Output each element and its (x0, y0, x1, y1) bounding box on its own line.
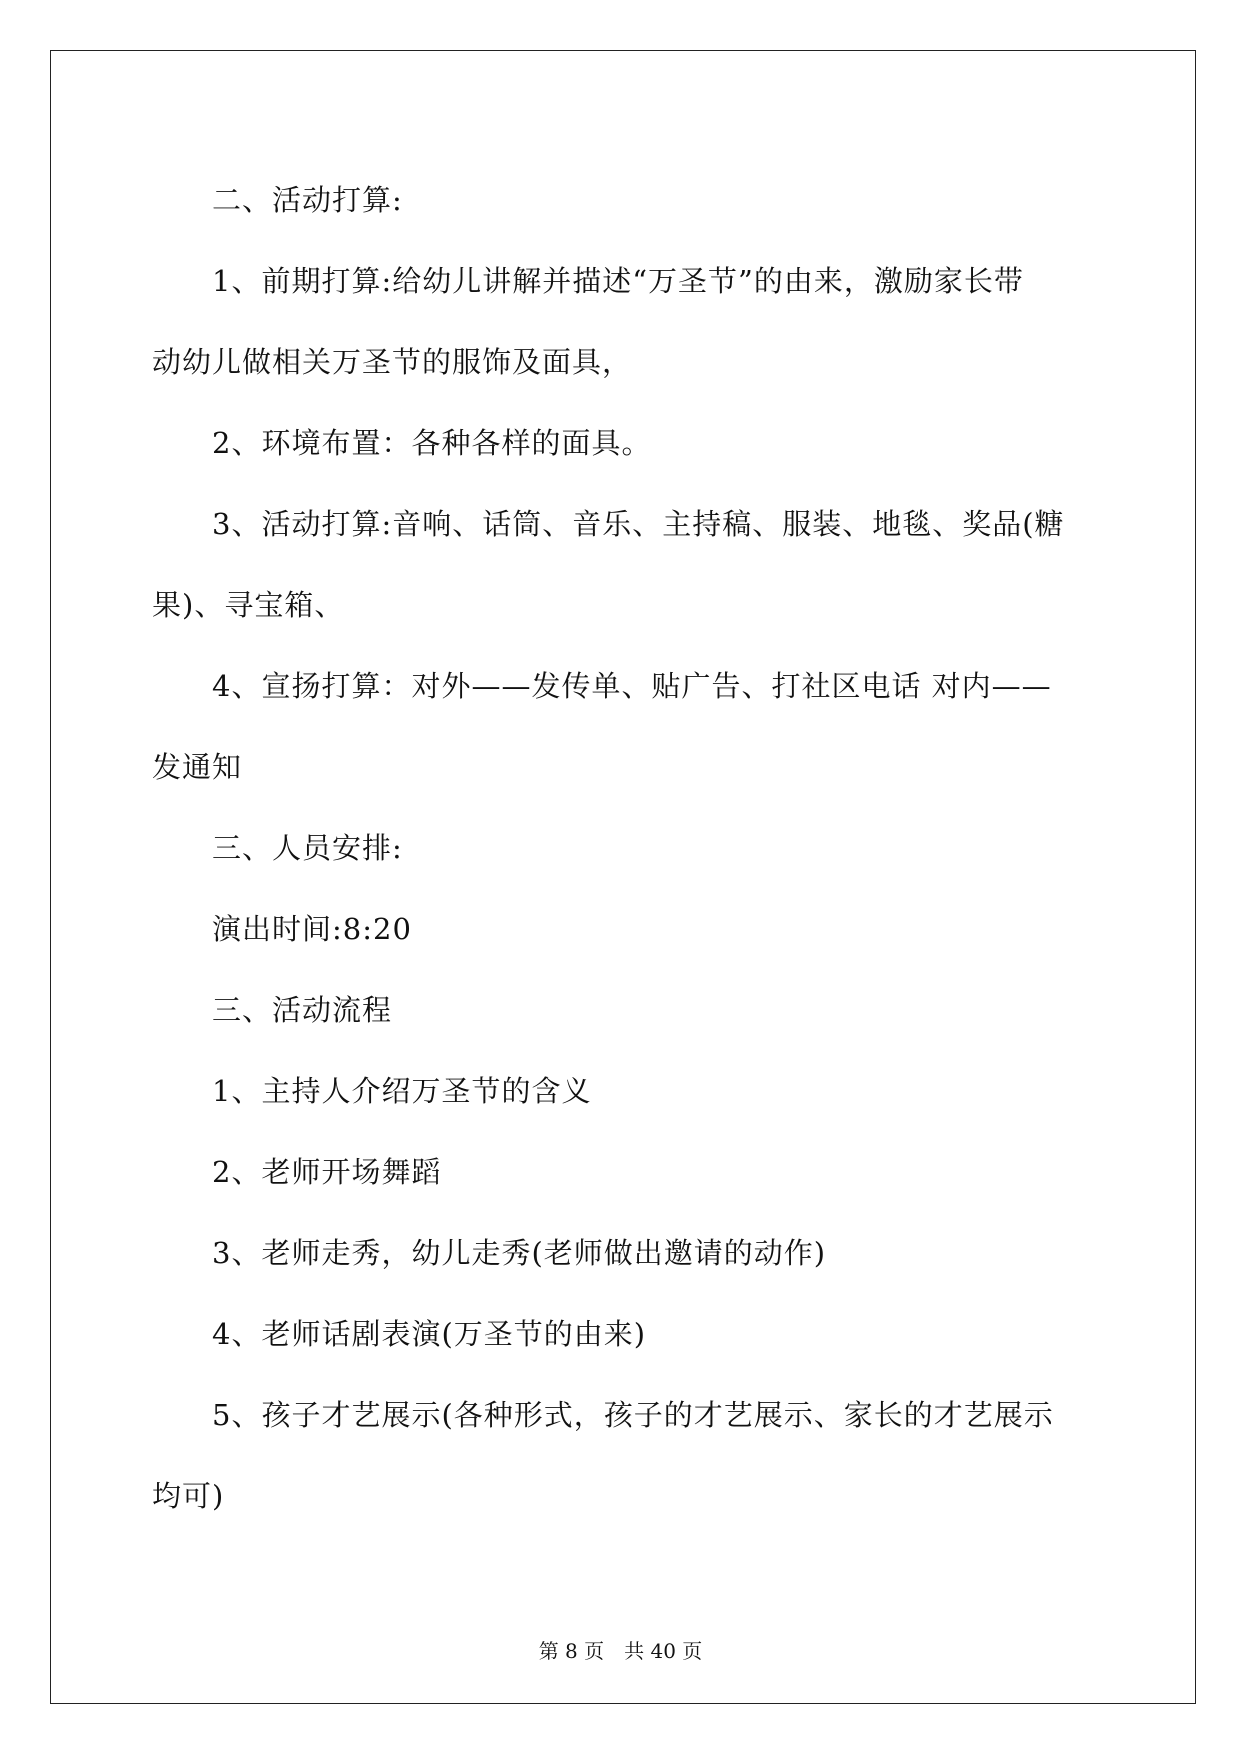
text-line: 5、孩子才艺展示(各种形式，孩子的才艺展示、家长的才艺展示 (212, 1398, 1054, 1432)
text-line: 三、活动流程 (212, 993, 393, 1027)
text-line: 动幼儿做相关万圣节的服饰及面具， (152, 345, 633, 379)
text-line: 4、老师话剧表演(万圣节的由来) (212, 1317, 647, 1351)
text-line: 2、老师开场舞蹈 (212, 1155, 442, 1189)
text-line: 均可) (152, 1479, 225, 1513)
text-line: 果)、寻宝箱、 (152, 588, 345, 622)
text-line: 3、老师走秀，幼儿走秀(老师做出邀请的动作) (212, 1236, 827, 1270)
text-line: 3、活动打算:音响、话筒、音乐、主持稿、服装、地毯、奖品(糖 (212, 507, 1065, 541)
document-body (152, 160, 1092, 1537)
text-line: 二、活动打算: (212, 183, 403, 217)
text-line: 发通知 (152, 750, 243, 784)
text-line: 2、环境布置：各种各样的面具。 (212, 426, 652, 460)
text-line: 演出时间:8:20 (212, 912, 412, 946)
text-line: 4、宣扬打算：对外——发传单、贴广告、打社区电话 对内—— (212, 669, 1052, 703)
text-line: 1、前期打算:给幼儿讲解并描述“万圣节”的由来，激励家长带 (212, 264, 1024, 298)
text-line: 三、人员安排: (212, 831, 403, 865)
page-number-footer: 第 8 页 共 40 页 (538, 1639, 703, 1663)
text-line: 1、主持人介绍万圣节的含义 (212, 1074, 592, 1108)
